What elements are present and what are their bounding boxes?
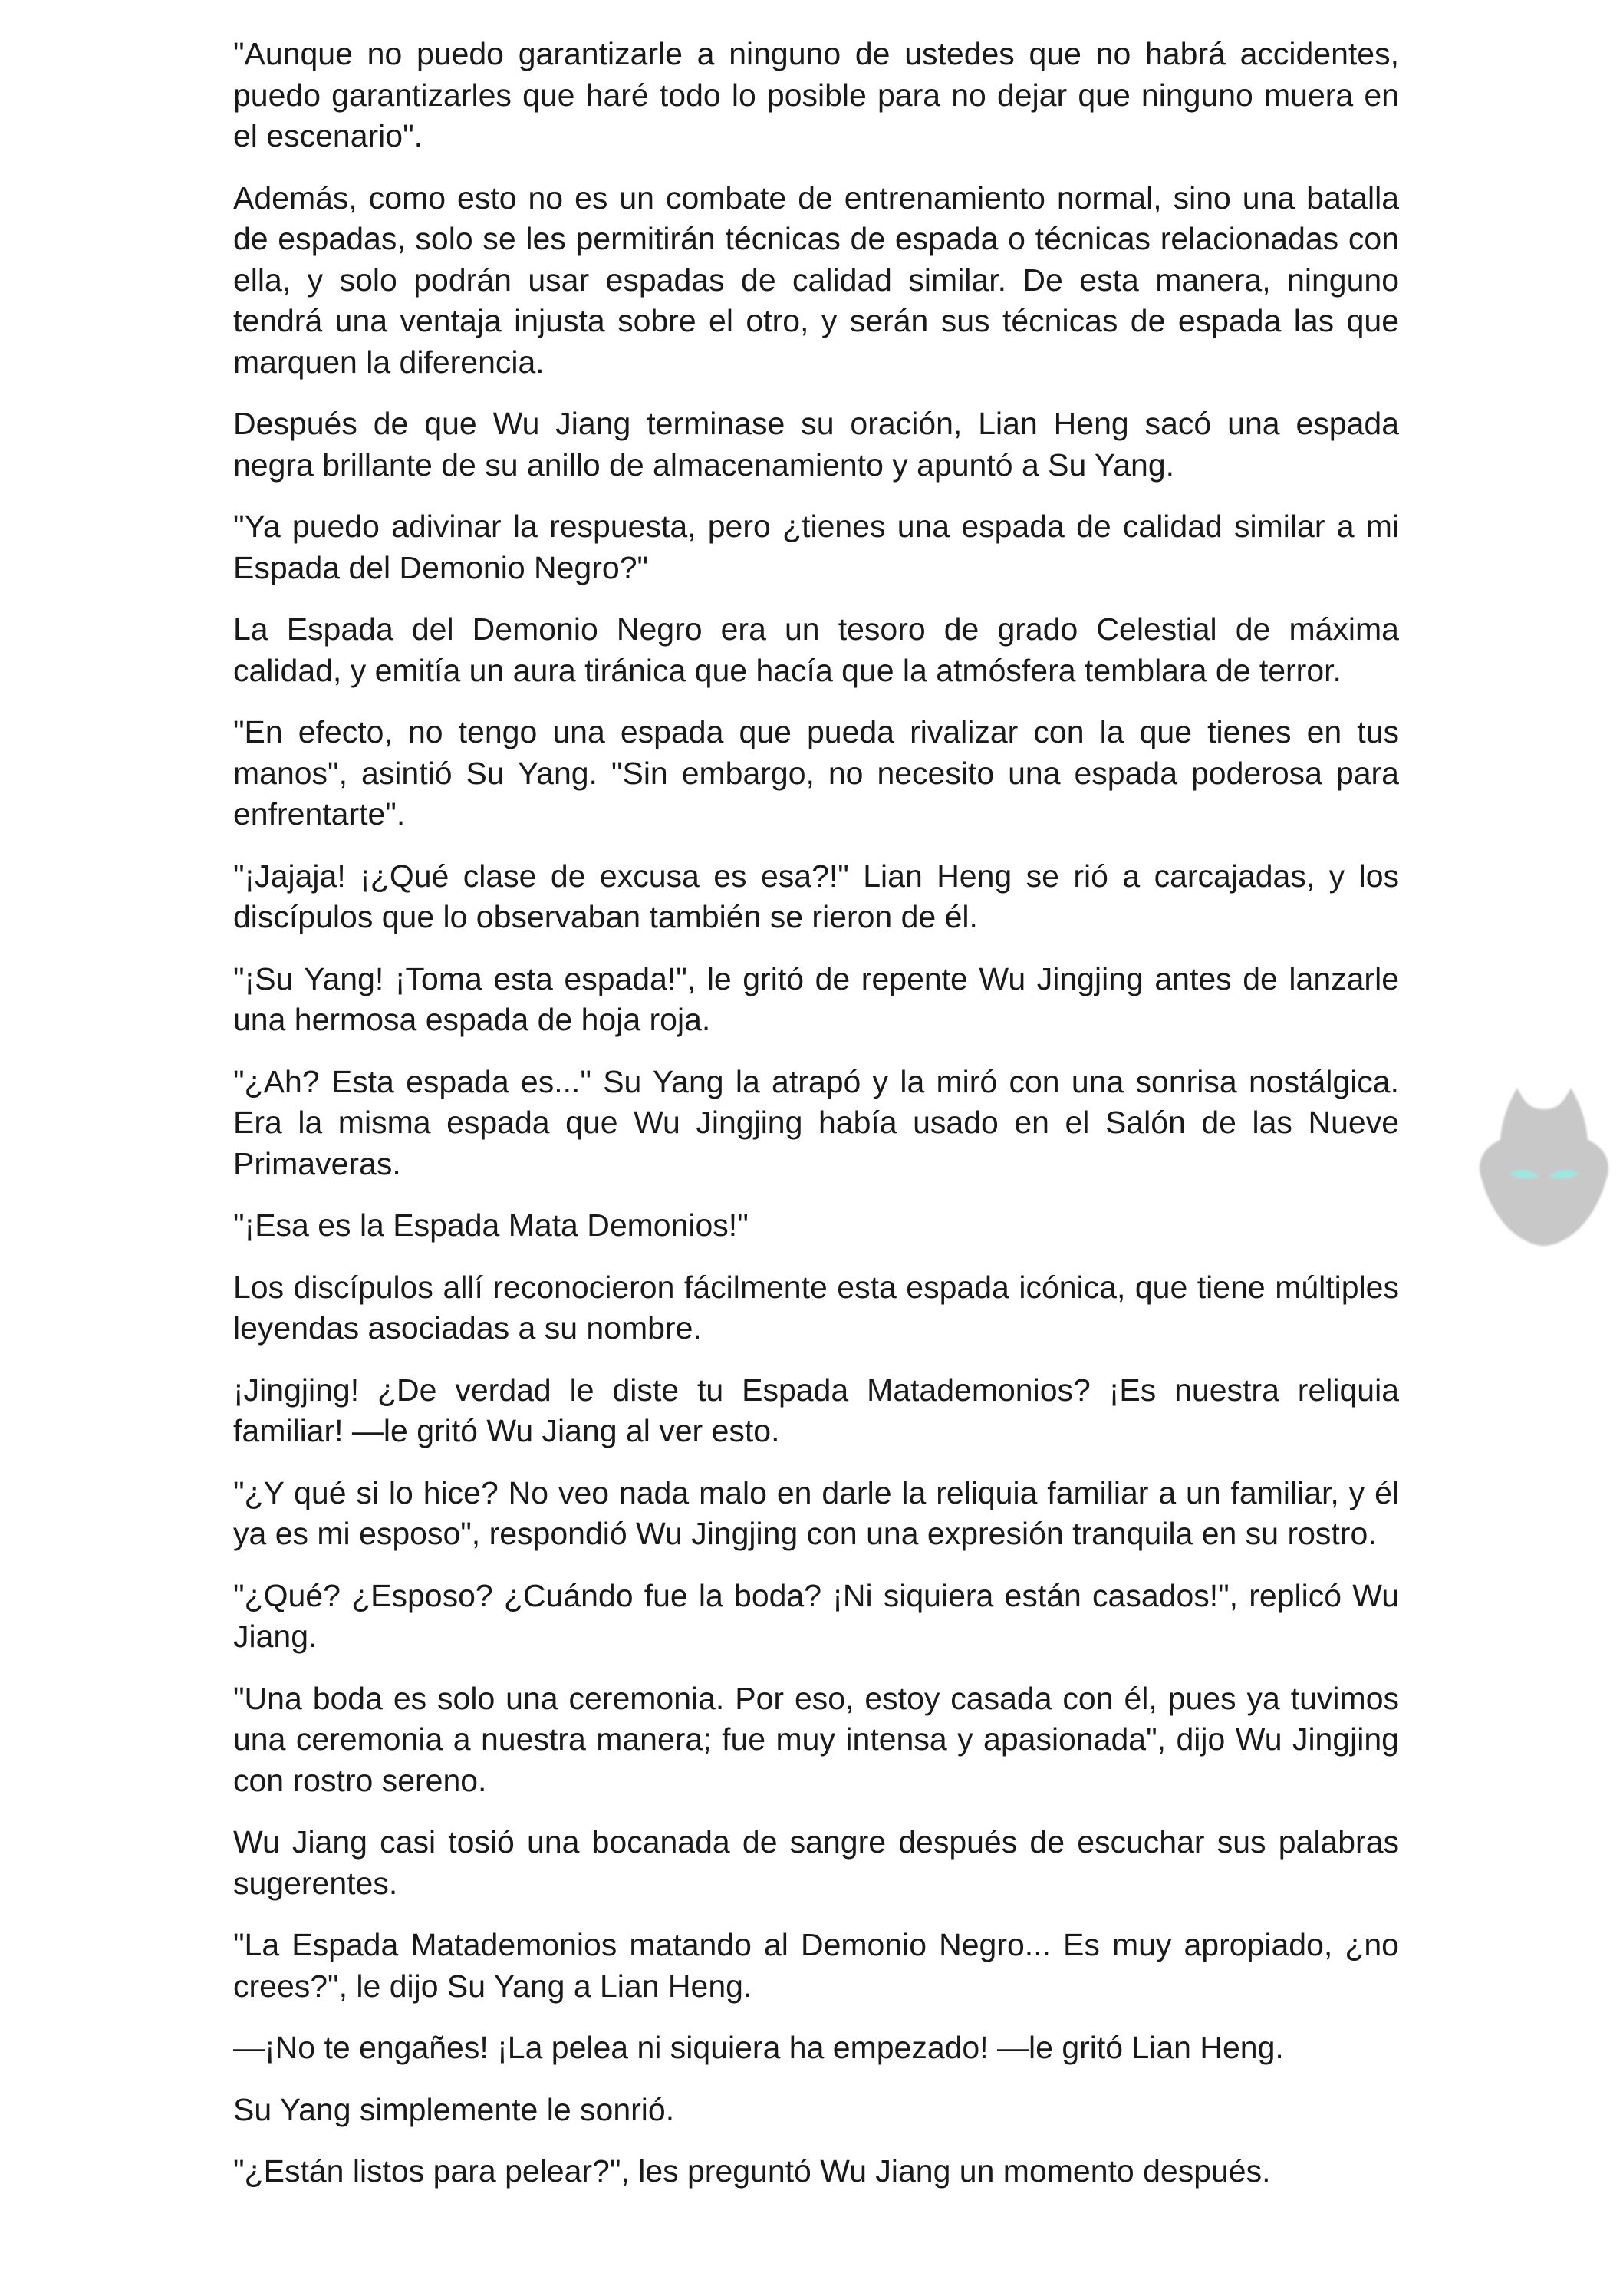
paragraph-1: "Aunque no puedo garantizarle a ninguno de ustedes que no habrá accidentes, puedo garantizarles que haré todo lo posible para no dejar que ninguno muera en el escenario".: [233, 36, 1399, 153]
text-column: [233, 34, 1399, 2213]
paragraph-10: "¡Esa es la Espada Mata Demonios!": [233, 1207, 749, 1243]
paragraph-20: "¿Están listos para pelear?", les preguntó Wu Jiang un momento después.: [233, 2153, 1271, 2189]
paragraph-19: Su Yang simplemente le sonrió.: [233, 2091, 675, 2127]
paragraph-7: "¡Jajaja! ¡¿Qué clase de excusa es esa?!" Lian Heng se rió a carcajadas, y los discípulos que lo observaban también se rieron de él.: [233, 858, 1399, 934]
paragraph-14: "¿Qué? ¿Esposo? ¿Cuándo fue la boda? ¡Ni siquiera están casados!", replicó Wu Jiang.: [233, 1577, 1399, 1654]
paragraph-18: —¡No te engañes! ¡La pelea ni siquiera ha empezado! —le gritó Lian Heng.: [233, 2030, 1284, 2065]
paragraph-5: La Espada del Demonio Negro era un tesoro de grado Celestial de máxima calidad, y emitía un aura tiránica que hacía que la atmósfera temblara de terror.: [233, 611, 1399, 688]
paragraph-11: Los discípulos allí reconocieron fácilmente esta espada icónica, que tiene múltiples leyendas asociadas a su nombre.: [233, 1269, 1399, 1346]
paragraph-4: "Ya puedo adivinar la respuesta, pero ¿tienes una espada de calidad similar a mi Espada del Demonio Negro?": [233, 509, 1399, 585]
paragraph-2: Además, como esto no es un combate de entrenamiento normal, sino una batalla de espadas, solo se les permitirán técnicas de espada o técnicas relacionadas con ella, y solo podrán usar espadas de calidad similar. De esta manera, ninguno tendrá una ventaja injusta sobre el otro, y serán sus técnicas de espada las que marquen la diferencia.: [233, 180, 1399, 380]
paragraph-12: ¡Jingjing! ¿De verdad le diste tu Espada Matademonios? ¡Es nuestra reliquia familiar! —le gritó Wu Jiang al ver esto.: [233, 1372, 1399, 1448]
paragraph-6: "En efecto, no tengo una espada que pueda rivalizar con la que tienes en tus manos", asintió Su Yang. "Sin embargo, no necesito una espada poderosa para enfrentarte".: [233, 714, 1399, 832]
paragraph-16: Wu Jiang casi tosió una bocanada de sangre después de escuchar sus palabras sugerentes.: [233, 1824, 1399, 1901]
paragraph-8: "¡Su Yang! ¡Toma esta espada!", le gritó de repente Wu Jingjing antes de lanzarle una hermosa espada de hoja roja.: [233, 960, 1399, 1037]
paragraph-17: "La Espada Matademonios matando al Demonio Negro... Es muy apropiado, ¿no crees?", le dijo Su Yang a Lian Heng.: [233, 1927, 1399, 2004]
paragraph-13: "¿Y qué si lo hice? No veo nada malo en darle la reliquia familiar a un familiar, y él ya es mi esposo", respondió Wu Jingjing con una expresión tranquila en su rostro.: [233, 1474, 1399, 1551]
paragraph-3: Después de que Wu Jiang terminase su oración, Lian Heng sacó una espada negra brillante de su anillo de almacenamiento y apuntó a Su Yang.: [233, 406, 1399, 483]
demon-head-icon: [1471, 1072, 1617, 1249]
paragraph-15: "Una boda es solo una ceremonia. Por eso, estoy casada con él, pues ya tuvimos una ceremonia a nuestra manera; fue muy intensa y apasionada", dijo Wu Jingjing con rostro sereno.: [233, 1680, 1399, 1798]
paragraph-9: "¿Ah? Esta espada es..." Su Yang la atrapó y la miró con una sonrisa nostálgica. Era la misma espada que Wu Jingjing había usado en el Salón de las Nueve Primaveras.: [233, 1063, 1399, 1181]
